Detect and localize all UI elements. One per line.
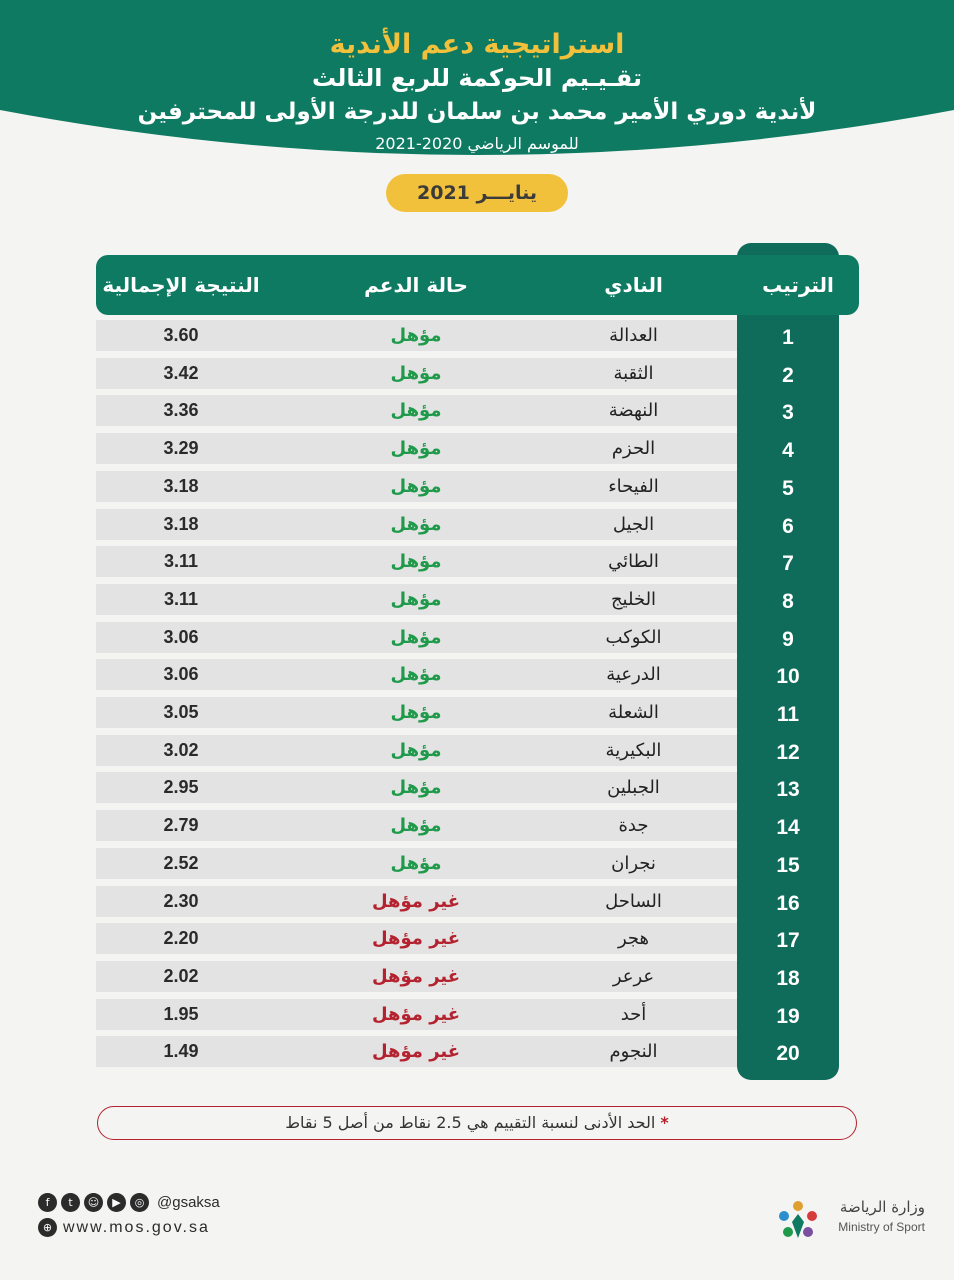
season-label: للموسم الرياضي 2020-2021: [375, 134, 579, 153]
row-club: الخليج: [610, 589, 657, 610]
logo-arabic-text: وزارة الرياضة: [839, 1198, 925, 1216]
row-rank: 11: [776, 703, 800, 726]
table-row: [96, 886, 737, 917]
row-status: غير مؤهل: [371, 928, 461, 949]
table-row: [96, 471, 737, 502]
row-rank: 5: [782, 477, 794, 500]
row-status: مؤهل: [390, 777, 442, 798]
globe-icon: ⊕: [38, 1218, 57, 1237]
subtitle: تقـيـيم الحوكمة للربع الثالث: [312, 64, 642, 92]
row-rank: 3: [782, 401, 794, 424]
row-rank: 13: [776, 778, 800, 801]
table-row: [96, 395, 737, 426]
ministry-logo: [770, 1192, 930, 1248]
row-status: مؤهل: [390, 514, 442, 535]
row-status: مؤهل: [390, 740, 442, 761]
row-rank: 6: [782, 515, 794, 538]
header-score: النتيجة الإجمالية: [102, 273, 260, 297]
row-score: 3.11: [163, 589, 199, 609]
row-status: غير مؤهل: [371, 1041, 461, 1062]
row-status: غير مؤهل: [371, 966, 461, 987]
website-url[interactable]: www.mos.gov.sa: [63, 1218, 210, 1236]
note-asterisk: *: [660, 1113, 669, 1132]
row-score: 3.05: [163, 702, 199, 722]
table-row: [96, 810, 737, 841]
table-row: [96, 1036, 737, 1067]
table-header: [96, 255, 859, 315]
row-club: النهضة: [608, 400, 659, 421]
row-status: مؤهل: [390, 702, 442, 723]
row-score: 2.79: [163, 815, 199, 835]
league-title: لأندية دوري الأمير محمد بن سلمان للدرجة الأولى للمحترفين: [137, 99, 817, 125]
row-score: 3.11: [163, 551, 199, 571]
row-club: الشعلة: [608, 702, 659, 723]
row-club: الحزم: [611, 438, 656, 459]
row-score: 3.29: [163, 438, 199, 458]
row-score: 1.95: [163, 1004, 199, 1024]
row-status: مؤهل: [390, 551, 442, 572]
row-rank: 17: [776, 929, 800, 952]
table-row: [96, 659, 737, 690]
row-club: نجران: [611, 853, 656, 874]
row-club: أحد: [620, 1004, 647, 1025]
minimum-score-note: [97, 1106, 857, 1140]
table-row: [96, 999, 737, 1030]
header-status: حالة الدعم: [364, 273, 468, 297]
row-score: 3.02: [163, 740, 199, 760]
main-title: استراتيجية دعم الأندية: [329, 29, 625, 60]
row-status: مؤهل: [390, 476, 442, 497]
row-status: غير مؤهل: [371, 1004, 461, 1025]
row-rank: 14: [776, 816, 800, 839]
instagram-icon[interactable]: ◎: [130, 1193, 149, 1212]
row-club: الكوكب: [605, 627, 662, 648]
table-row: [96, 358, 737, 389]
row-score: 2.52: [163, 853, 199, 873]
row-club: الجبلين: [607, 777, 660, 798]
row-status: مؤهل: [390, 589, 442, 610]
header-rank: الترتيب: [762, 273, 834, 297]
row-rank: 12: [776, 741, 800, 764]
row-club: العدالة: [609, 325, 658, 346]
table-row: [96, 735, 737, 766]
table-row: [96, 320, 737, 351]
row-club: الفيحاء: [608, 476, 659, 497]
row-score: 3.06: [163, 664, 199, 684]
row-status: مؤهل: [390, 325, 442, 346]
date-badge: ينايـــر 2021: [386, 174, 568, 212]
note-text: الحد الأدنى لنسبة التقييم هي 2.5 نقاط من أصل 5 نقاط: [285, 1113, 656, 1132]
table-row: [96, 509, 737, 540]
table-row: [96, 923, 737, 954]
row-club: عرعر: [612, 966, 655, 987]
table-row: [96, 961, 737, 992]
social-links: [38, 1193, 220, 1212]
row-score: 2.95: [163, 777, 199, 797]
row-rank: 4: [782, 439, 794, 462]
row-club: الجيل: [612, 514, 655, 535]
row-score: 2.02: [163, 966, 199, 986]
row-score: 3.36: [163, 400, 199, 420]
row-rank: 7: [782, 552, 794, 575]
row-rank: 18: [776, 967, 800, 990]
table-row: [96, 433, 737, 464]
row-club: الثقبة: [613, 363, 654, 384]
row-club: هجر: [617, 928, 650, 949]
row-status: مؤهل: [390, 664, 442, 685]
row-score: 3.18: [163, 476, 199, 496]
website: [38, 1218, 210, 1237]
row-status: مؤهل: [390, 400, 442, 421]
row-score: 2.20: [163, 928, 199, 948]
table-row: [96, 546, 737, 577]
table-row: [96, 697, 737, 728]
table-row: [96, 772, 737, 803]
row-score: 3.18: [163, 514, 199, 534]
row-rank: 19: [776, 1005, 800, 1028]
row-score: 3.06: [163, 627, 199, 647]
row-rank: 1: [782, 326, 794, 349]
row-rank: 20: [776, 1042, 800, 1065]
row-score: 3.60: [163, 325, 199, 345]
table-row: [96, 622, 737, 653]
snapchat-icon[interactable]: ☺: [84, 1193, 103, 1212]
header-club: النادي: [604, 273, 663, 297]
social-handle[interactable]: @gsaksa: [157, 1194, 220, 1211]
row-club: جدة: [618, 815, 649, 836]
row-club: الطائي: [608, 551, 659, 572]
row-rank: 2: [782, 364, 794, 387]
row-club: الساحل: [605, 891, 662, 912]
row-rank: 9: [782, 628, 794, 651]
facebook-icon[interactable]: f: [38, 1193, 57, 1212]
row-rank: 10: [776, 665, 800, 688]
row-score: 1.49: [163, 1041, 199, 1061]
row-rank: 15: [776, 854, 800, 877]
table-row: [96, 848, 737, 879]
row-status: مؤهل: [390, 627, 442, 648]
row-status: مؤهل: [390, 363, 442, 384]
row-score: 2.30: [163, 891, 199, 911]
row-club: البكيرية: [605, 740, 662, 761]
row-status: مؤهل: [390, 853, 442, 874]
header-titles: [0, 28, 954, 158]
row-club: النجوم: [609, 1041, 658, 1062]
ministry-emblem-icon: [770, 1192, 826, 1248]
row-status: مؤهل: [390, 438, 442, 459]
row-rank: 8: [782, 590, 794, 613]
row-status: غير مؤهل: [371, 891, 461, 912]
row-status: مؤهل: [390, 815, 442, 836]
row-score: 3.42: [163, 363, 199, 383]
table-row: [96, 584, 737, 615]
youtube-icon[interactable]: ▶: [107, 1193, 126, 1212]
row-club: الدرعية: [606, 664, 661, 685]
logo-english-text: Ministry of Sport: [838, 1220, 925, 1234]
row-rank: 16: [776, 892, 800, 915]
twitter-icon[interactable]: t: [61, 1193, 80, 1212]
